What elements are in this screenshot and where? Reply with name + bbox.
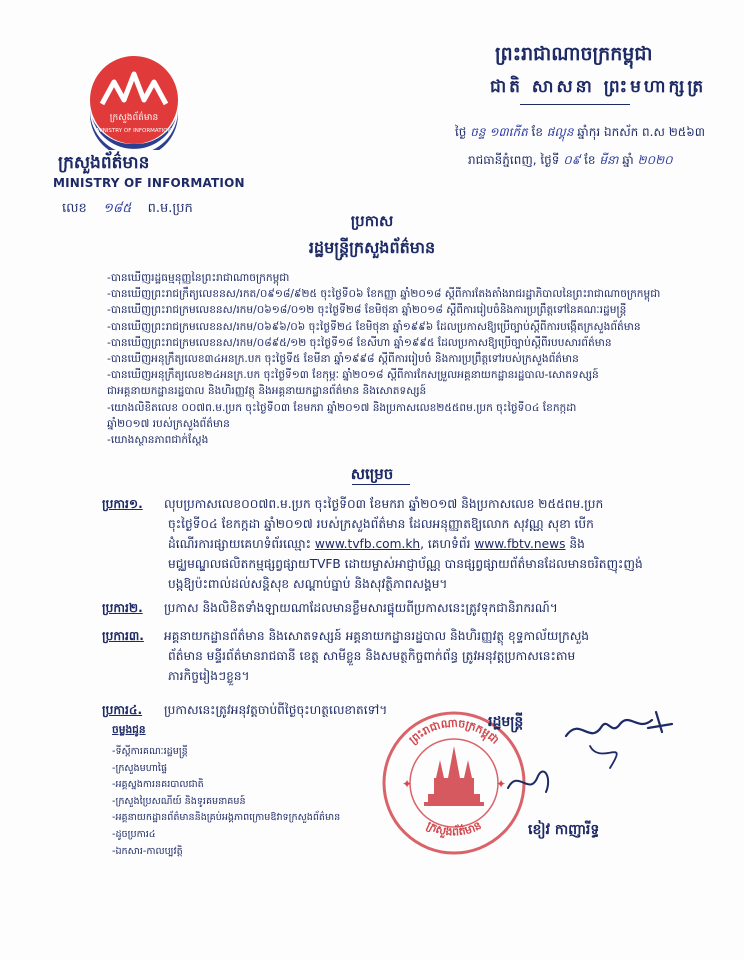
article-text: អគ្គនាយកដ្ឋានព័ត៌មាន និងសោតទស្សន៍ អគ្គនាយកដ្ឋានរដ្ឋបាល និងហិរញ្ញវត្ថុ ខុទ្ទកាល័យក្រសួង	[164, 629, 590, 643]
place-text: រាជធានីភ្នំពេញ, ថ្ងៃទី	[468, 153, 560, 167]
document-type: ប្រកាស	[350, 212, 394, 230]
decision-underline	[352, 484, 410, 485]
month-label: ខែ	[584, 153, 596, 167]
article-1	[102, 494, 702, 594]
recipient-item: -អគ្គនាយកដ្ឋានព័ត៌មាននិងគ្រប់អង្គភាពក្រោមឱវាទក្រសួងព័ត៌មាន	[112, 812, 341, 824]
article-link-line	[102, 534, 702, 554]
article-text: ចុះថ្ងៃទី០៤ ខែកក្កដា ឆ្នាំ២០១៧ របស់ក្រសួងព័ត៌មាន ដែលអនុញ្ញាតឱ្យលោក សុវណ្ណ សុខា បើក	[168, 517, 594, 531]
reference-item: -បានឃើញអនុក្រឹត្យលេខ២៤អនក្រ.បក ចុះថ្ងៃទី១៣ ខែកុម្ភៈ ឆ្នាំ២០១៨ ស្តីពីការកែសម្រួលអគ្គនាយកដ្ឋានរដ្ឋបាល-សោតទស្សន៍	[107, 369, 599, 382]
year-label: ឆ្នាំ	[622, 153, 634, 167]
article-text: និង	[565, 537, 585, 551]
day-hand: ០៩	[563, 153, 581, 167]
article-2	[102, 598, 702, 618]
article-label: ប្រការ៣.	[102, 629, 144, 643]
reference-suffix: ព.ម.ប្រក	[147, 201, 193, 216]
reference-item: -បានឃើញព្រះរាជក្រមលេខនស/រកម/០៦៩៦/០៦ ចុះថ្ងៃទី២៤ ខែមិថុនា ឆ្នាំ១៩៩៦ ដែលប្រកាសឱ្យប្រើច្បាប់ស្តីពីការបង្កើតក្រសួងព័ត៌មាន	[107, 320, 641, 333]
reference-label: លេខ	[62, 201, 87, 216]
article-text: , គេហទំព័រ	[420, 537, 471, 551]
recipient-item: -ក្រសួងមហាផ្ទៃ	[112, 762, 168, 774]
ministry-logo	[78, 52, 190, 150]
reference-item: -បានឃើញព្រះរាជក្រមលេខនស/រកម/០៦១៨/០១២ ចុះថ្ងៃទី២៨ ខែមិថុនា ឆ្នាំ២០១៨ ស្តីពីការរៀបចំនិងការប្រព្រឹត្តទៅនៃគណៈរដ្ឋមន្ត្រី	[107, 304, 627, 317]
article-label: ប្រការ២.	[102, 601, 143, 615]
month-hand: មីនា	[599, 153, 619, 167]
article-text: លុបប្រកាសលេខ០០៧ព.ម.ប្រក ចុះថ្ងៃទី០៣ ខែមករា ឆ្នាំ២០១៧ និងប្រកាសលេខ ២៥៥ពម.ប្រក	[164, 497, 604, 511]
lunar-month-hand: ផល្គុន	[546, 125, 574, 139]
reference-item: -យោងស្ថានភាពជាក់ស្តែង	[107, 434, 209, 447]
national-motto: ជាតិ សាសនា ព្រះមហាក្សត្រ	[490, 77, 707, 97]
stamp-text-top: ព្រះរាជាណាចក្រកម្ពុជា	[406, 716, 502, 747]
recipient-item: -ទីស្តីការគណៈរដ្ឋមន្ត្រី	[112, 746, 188, 757]
signature-flourish	[500, 758, 560, 808]
article-text: បង្កឱ្យប៉ះពាល់ដល់សន្តិសុខ សណ្តាប់ធ្នាប់ និងសុវត្ថិភាពសង្គម។	[168, 577, 448, 591]
article-text: ព័ត៌មាន មន្ទីរព័ត៌មានរាជធានី ខេត្ត សាមីខ្លួន និងសមត្ថកិច្ចពាក់ព័ន្ធ ត្រូវអនុវត្តប្រកាសនេះតាម	[168, 649, 576, 663]
angkor-temple-icon	[424, 746, 484, 806]
lunar-date	[455, 124, 705, 142]
kingdom-heading: ព្រះរាជាណាចក្រកម្ពុជា	[495, 43, 653, 65]
place-date	[468, 152, 673, 170]
logo-text-en: MINISTRY OF INFORMATION	[96, 128, 172, 134]
reference-item: -បានឃើញព្រះរាជក្រមលេខនស/រកម/០៨៩៥/១២ ចុះថ្ងៃទី១៨ ខែសីហា ឆ្នាំ១៩៩៥ ដែលប្រកាសឱ្យប្រើច្បាប់ស្តីពីរបបសារព័ត៌មាន	[107, 336, 612, 349]
logo-text-kh: ក្រសួងព័ត៌មាន	[109, 113, 159, 123]
year-hand: ២០២០	[637, 153, 673, 167]
lunar-year: ឆ្នាំកុរ ឯកស័ក ព.ស ២៥៦៣	[577, 125, 706, 139]
motto-divider	[520, 104, 630, 105]
svg-text:✦: ✦	[496, 777, 507, 791]
article-text: មជ្ឈមណ្ឌលផលិតកម្មផ្សព្វផ្សាយTVFB ដោយម្ចាស់អាជ្ញាប័ណ្ណ បានផ្សព្វផ្សាយព័ត៌មានដែលមានចរិតញុះញង់	[168, 557, 643, 571]
ministry-name-kh: ក្រសួងព័ត៌មាន	[58, 153, 150, 173]
ministry-name-en: MINISTRY OF INFORMATION	[53, 176, 245, 190]
legal-references	[107, 270, 707, 448]
fbtv-website-link[interactable]: www.fbtv.news	[474, 537, 566, 551]
article-3	[102, 626, 702, 686]
document-title: រដ្ឋមន្ត្រីក្រសួងព័ត៌មាន	[308, 238, 436, 257]
signer-name: ខៀវ កាញារីទ្ធ	[528, 822, 600, 838]
article-label: ប្រការ៤.	[102, 703, 143, 717]
svg-text:✦: ✦	[402, 777, 413, 791]
reference-item: -បានឃើញព្រះរាជក្រឹត្យលេខនស/រកត/០៩១៨/៩២៥ ចុះថ្ងៃទី០៦ ខែកញ្ញា ឆ្នាំ២០១៨ ស្តីពីការតែងតាំងរាជរដ្ឋាភិបាលនៃព្រះរាជាណាចក្រកម្ពុជា	[107, 288, 661, 301]
lunar-month-label: ខែ	[531, 125, 543, 139]
recipient-item: -ក្រសួងប្រៃសណីយ៍ និងទូរគមនាគមន៍	[112, 795, 246, 807]
lunar-day-hand: ចន្ទ ១៣កើត	[470, 125, 528, 139]
article-label: ប្រការ១.	[102, 497, 143, 511]
recipients-list	[112, 744, 352, 860]
recipient-item: -ដូចប្រការ៤	[112, 828, 156, 840]
article-text: ប្រកាស និងលិខិតទាំងឡាយណាដែលមានខ្លឹមសារផ្ទុយពីប្រកាសនេះត្រូវទុកជានិរាករណ៍។	[164, 601, 558, 615]
article-text: ប្រកាសនេះត្រូវអនុវត្តចាប់ពីថ្ងៃចុះហត្ថលេខាតទៅ។	[164, 703, 388, 717]
signature-mark	[560, 706, 680, 776]
reference-item: -បានឃើញអនុក្រឹត្យលេខ៣៤អនក្រ.បក ចុះថ្ងៃទី៥ ខែមីនា ឆ្នាំ១៩៩៨ ស្តីពីការរៀបចំ និងការប្រព្រឹត្តទៅរបស់ក្រសួងព័ត៌មាន	[107, 353, 579, 366]
stamp-text-bottom: ក្រសួងព័ត៌មាន	[424, 818, 484, 839]
recipient-item: -អគ្គស្នងការនគរបាលជាតិ	[112, 779, 204, 791]
recipients-heading: ចម្លងជូន	[112, 724, 146, 736]
reference-item: -យោងលិខិតលេខ ០០៧ព.ម.ប្រក ចុះថ្ងៃទី០៣ ខែមករា ឆ្នាំ២០១៧ និងប្រកាសលេខ២៥៥ពម.ប្រក ចុះថ្ងៃទី០៤ ខែកក្កដា	[107, 401, 577, 414]
reference-item: -បានឃើញរដ្ឋធម្មនុញ្ញនៃព្រះរាជាណាចក្រកម្ពុជា	[107, 272, 290, 284]
tvfb-website-link[interactable]: www.tvfb.com.kh	[314, 537, 421, 551]
decision-heading: សម្រេច	[350, 465, 394, 483]
reference-item: ជាអគ្គនាយកដ្ឋានរដ្ឋបាល និងហិរញ្ញវត្ថុ និងអគ្គនាយកដ្ឋានព័ត៌មាន និងសោតទស្សន៍	[107, 385, 427, 398]
recipient-item: -ឯកសារ-កាលប្បវត្តិ	[112, 845, 183, 857]
article-text: ដំណើរការផ្សាយគេហទំព័រឈ្មោះ	[168, 537, 312, 551]
reference-item: ឆ្នាំ២០១៧ របស់ក្រសួងព័ត៌មាន	[107, 417, 230, 430]
article-text: ភារកិច្ចរៀងៗខ្លួន។	[168, 669, 250, 683]
reference-number: ១៨៥	[103, 201, 132, 216]
lunar-prefix: ថ្ងៃ	[455, 125, 467, 139]
signature-title: រដ្ឋមន្ត្រី	[488, 714, 524, 730]
